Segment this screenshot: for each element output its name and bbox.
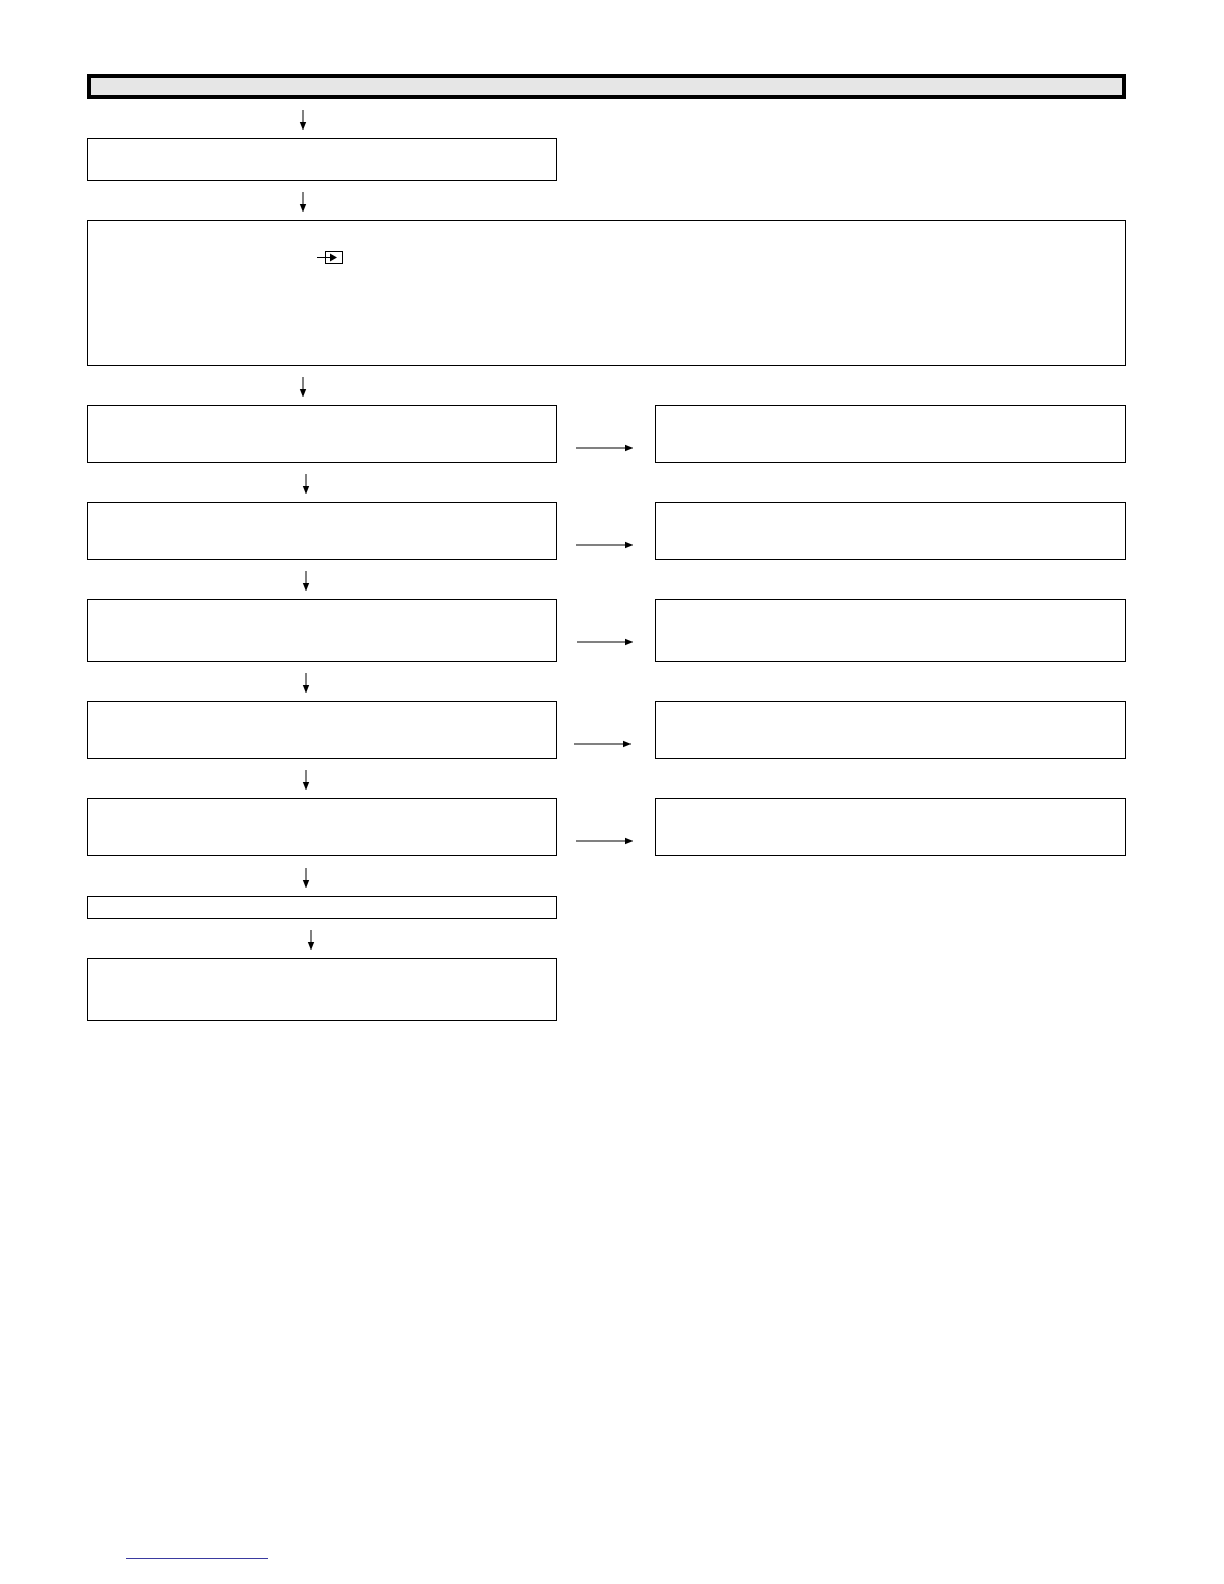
footer-link-underline[interactable] — [126, 1558, 268, 1559]
